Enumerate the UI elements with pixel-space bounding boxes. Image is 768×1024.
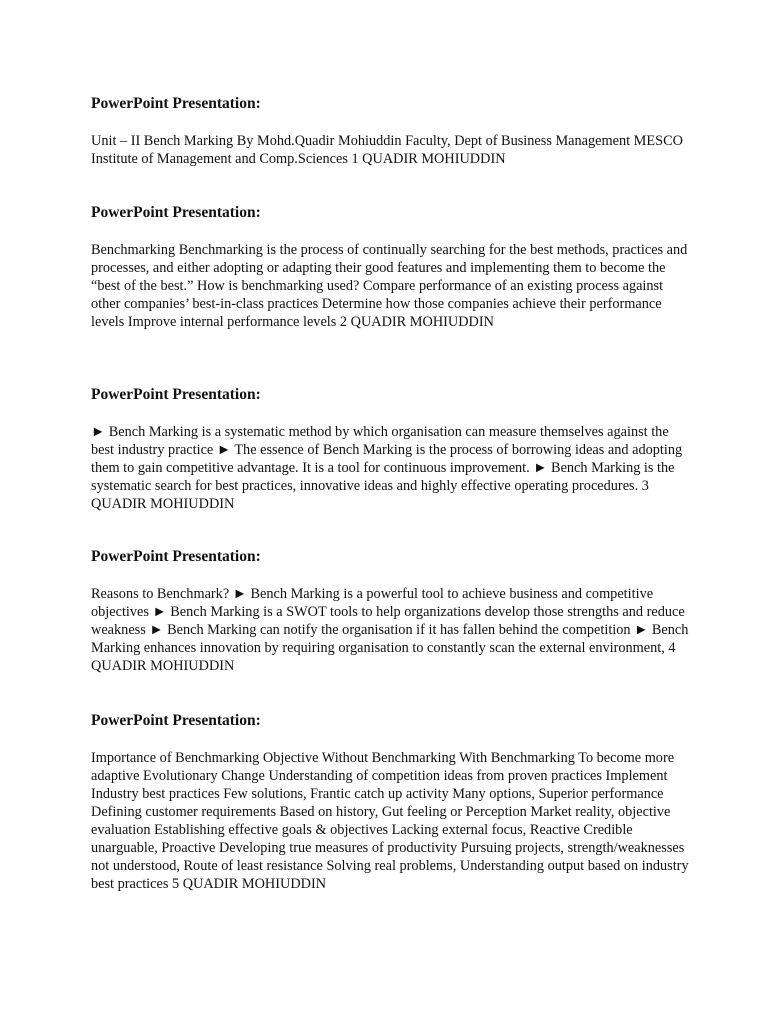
- slide-section-3: [91, 386, 691, 513]
- slide-section-4: [91, 548, 691, 675]
- slide-section-5: [91, 712, 691, 893]
- section-body: Reasons to Benchmark? ► Bench Marking is a powerful tool to achieve business and competitive objectives ► Bench Marking is a SWOT tools to help organizations develop those strengths and reduce weakness ► Bench Marking can notify the organisation if it has fallen behind the competition ► Bench Marking enhances innovation by requiring organisation to constantly scan the external environment, 4 QUADIR MOHIUDDIN: [91, 586, 689, 674]
- section-body: Unit – II Bench Marking By Mohd.Quadir Mohiuddin Faculty, Dept of Business Management MESCO Institute of Management and Comp.Sciences 1 QUADIR MOHIUDDIN: [91, 133, 683, 167]
- section-heading: PowerPoint Presentation:: [91, 712, 261, 729]
- section-heading: PowerPoint Presentation:: [91, 95, 261, 112]
- slide-section-1: [91, 95, 691, 168]
- section-heading: PowerPoint Presentation:: [91, 204, 261, 221]
- section-body: ► Bench Marking is a systematic method by which organisation can measure themselves against the best industry practice ► The essence of Bench Marking is the process of borrowing ideas and adopting them to gain competitive advantage. It is a tool for continuous improvement. ► Bench Marking is the systematic search for best practices, innovative ideas and highly effective operating procedures. 3 QUADIR MOHIUDDIN: [91, 424, 683, 512]
- section-heading: PowerPoint Presentation:: [91, 386, 261, 403]
- section-body: Benchmarking Benchmarking is the process of continually searching for the best methods, practices and processes, and either adopting or adapting their good features and implementing them to become the “best of the best.” How is benchmarking used? Compare performance of an existing process against other companies’ best-in-class practices Determine how those companies achieve their performance levels Improve internal performance levels 2 QUADIR MOHIUDDIN: [91, 242, 688, 330]
- section-body: Importance of Benchmarking Objective Without Benchmarking With Benchmarking To become more adaptive Evolutionary Change Understanding of competition ideas from proven practices Implement Industry best practices Few solutions, Frantic catch up activity Many options, Superior performance Defining customer requirements Based on history, Gut feeling or Perception Market reality, objective evaluation Establishing effective goals & objectives Lacking external focus, Reactive Credible unarguable, Proactive Developing true measures of productivity Pursuing projects, strength/weaknesses not understood, Route of least resistance Solving real problems, Understanding output based on industry best practices 5 QUADIR MOHIUDDIN: [91, 750, 689, 892]
- section-heading: PowerPoint Presentation:: [91, 548, 261, 565]
- slide-section-2: [91, 204, 691, 331]
